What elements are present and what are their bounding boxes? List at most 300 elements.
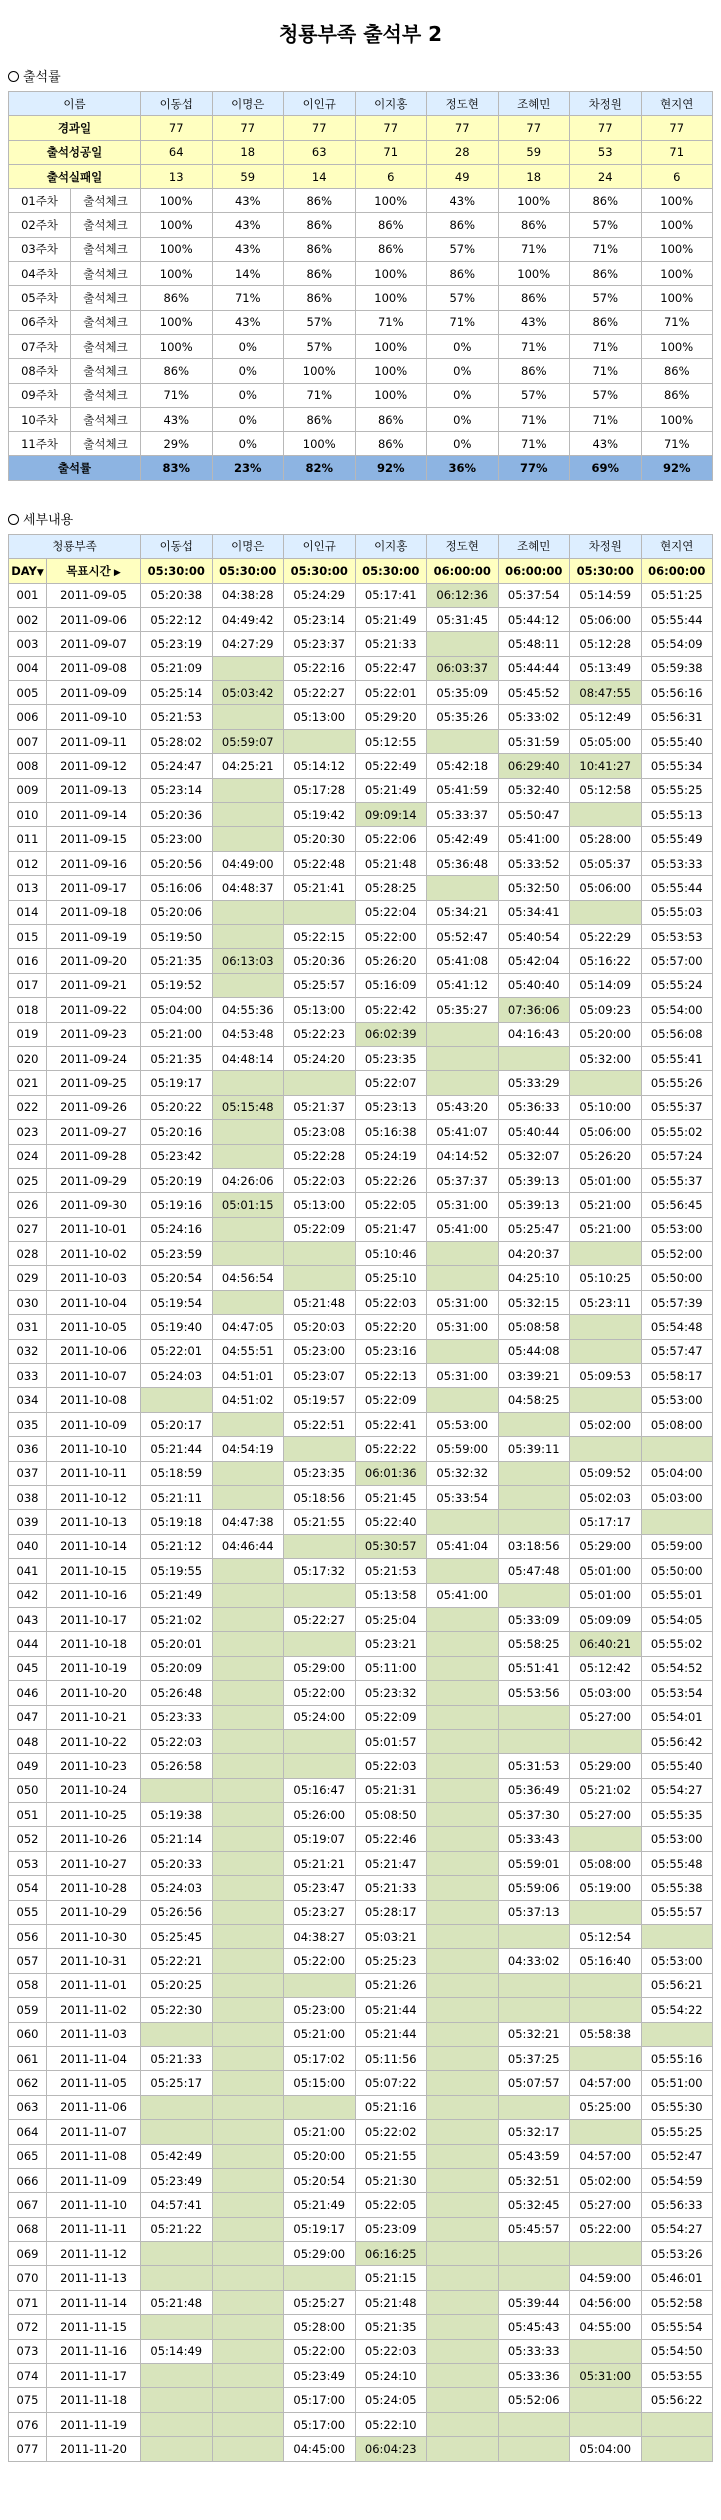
day-number: 052 bbox=[9, 1827, 47, 1851]
member-name-header: 정도현 bbox=[427, 534, 499, 558]
member-name-header: 이동섭 bbox=[141, 534, 213, 558]
week-row bbox=[9, 407, 713, 431]
check-in-time bbox=[141, 2266, 213, 2290]
week-rate: 86% bbox=[570, 262, 642, 286]
member-name-header: 이지홍 bbox=[355, 92, 427, 116]
week-label: 01주차 bbox=[9, 189, 71, 213]
check-in-time: 05:53:00 bbox=[641, 1827, 713, 1851]
day-number: 007 bbox=[9, 729, 47, 753]
check-in-time: 05:19:00 bbox=[570, 1876, 642, 1900]
check-in-time bbox=[498, 1925, 570, 1949]
tribe-header: 청룡부족 bbox=[9, 534, 141, 558]
check-in-time: 05:32:21 bbox=[498, 2022, 570, 2046]
check-in-time: 05:23:37 bbox=[284, 632, 356, 656]
date: 2011-10-12 bbox=[47, 1485, 141, 1509]
check-in-time: 05:04:00 bbox=[570, 2437, 642, 2461]
week-rate: 100% bbox=[141, 213, 213, 237]
check-in-time: 04:57:00 bbox=[570, 2071, 642, 2095]
check-in-time: 05:31:00 bbox=[427, 1315, 499, 1339]
check-in-time: 05:13:58 bbox=[355, 1583, 427, 1607]
detail-row bbox=[9, 1705, 713, 1729]
name-header: 이름 bbox=[9, 92, 141, 116]
check-in-time bbox=[498, 2412, 570, 2436]
check-in-time: 05:09:53 bbox=[570, 1364, 642, 1388]
check-in-time: 05:22:40 bbox=[355, 1510, 427, 1534]
check-in-time: 05:10:00 bbox=[570, 1095, 642, 1119]
check-in-time bbox=[498, 2095, 570, 2119]
check-in-time: 05:13:00 bbox=[284, 705, 356, 729]
week-row bbox=[9, 310, 713, 334]
detail-row bbox=[9, 729, 713, 753]
check-label: 출석체크 bbox=[71, 189, 141, 213]
check-in-time bbox=[212, 1925, 284, 1949]
check-in-time bbox=[427, 1973, 499, 1997]
day-number: 053 bbox=[9, 1851, 47, 1875]
check-in-time: 05:21:41 bbox=[284, 876, 356, 900]
check-label: 출석체크 bbox=[71, 286, 141, 310]
check-in-time: 05:58:17 bbox=[641, 1364, 713, 1388]
day-number: 029 bbox=[9, 1266, 47, 1290]
check-in-time: 05:12:55 bbox=[355, 729, 427, 753]
total-rate: 23% bbox=[212, 456, 284, 480]
detail-row bbox=[9, 1778, 713, 1802]
check-in-time: 05:23:27 bbox=[284, 1900, 356, 1924]
check-in-time bbox=[284, 1534, 356, 1558]
check-in-time bbox=[427, 2168, 499, 2192]
date: 2011-10-30 bbox=[47, 1925, 141, 1949]
check-in-time: 05:21:49 bbox=[355, 607, 427, 631]
check-in-time: 05:22:03 bbox=[355, 1754, 427, 1778]
check-in-time: 05:17:02 bbox=[284, 2046, 356, 2070]
check-in-time bbox=[212, 1485, 284, 1509]
detail-row bbox=[9, 1851, 713, 1875]
check-in-time bbox=[427, 1022, 499, 1046]
check-in-time: 05:55:41 bbox=[641, 1046, 713, 1070]
check-label: 출석체크 bbox=[71, 383, 141, 407]
check-in-time: 05:01:00 bbox=[570, 1583, 642, 1607]
check-in-time: 05:23:33 bbox=[141, 1705, 213, 1729]
week-label: 07주차 bbox=[9, 334, 71, 358]
check-in-time: 06:13:03 bbox=[212, 949, 284, 973]
check-in-time: 05:22:00 bbox=[284, 1681, 356, 1705]
target-time: 05:30:00 bbox=[141, 559, 213, 583]
week-rate: 100% bbox=[355, 189, 427, 213]
check-in-time: 05:26:20 bbox=[355, 949, 427, 973]
date: 2011-11-08 bbox=[47, 2144, 141, 2168]
day-number: 074 bbox=[9, 2364, 47, 2388]
check-in-time bbox=[212, 2120, 284, 2144]
check-in-time: 08:47:55 bbox=[570, 681, 642, 705]
member-name-header: 이인규 bbox=[284, 92, 356, 116]
week-rate: 0% bbox=[212, 359, 284, 383]
detail-row bbox=[9, 1510, 713, 1534]
check-in-time bbox=[141, 2388, 213, 2412]
date: 2011-09-28 bbox=[47, 1144, 141, 1168]
date: 2011-09-21 bbox=[47, 973, 141, 997]
day-number: 075 bbox=[9, 2388, 47, 2412]
check-in-time bbox=[427, 2022, 499, 2046]
total-row bbox=[9, 456, 713, 480]
check-in-time: 05:03:00 bbox=[570, 1681, 642, 1705]
week-rate: 14% bbox=[212, 262, 284, 286]
detail-row bbox=[9, 1168, 713, 1192]
date: 2011-10-07 bbox=[47, 1364, 141, 1388]
check-in-time bbox=[498, 1729, 570, 1753]
check-in-time: 06:04:23 bbox=[355, 2437, 427, 2461]
check-in-time: 05:21:02 bbox=[141, 1607, 213, 1631]
date: 2011-09-16 bbox=[47, 851, 141, 875]
date: 2011-10-25 bbox=[47, 1803, 141, 1827]
week-rate: 43% bbox=[141, 407, 213, 431]
check-in-time: 05:21:14 bbox=[141, 1827, 213, 1851]
date: 2011-10-21 bbox=[47, 1705, 141, 1729]
day-number: 030 bbox=[9, 1290, 47, 1314]
check-in-time: 05:28:02 bbox=[141, 729, 213, 753]
check-in-time bbox=[212, 1242, 284, 1266]
check-in-time: 05:22:30 bbox=[141, 1998, 213, 2022]
check-in-time: 05:32:07 bbox=[498, 1144, 570, 1168]
check-in-time: 05:54:50 bbox=[641, 2339, 713, 2363]
detail-row bbox=[9, 1290, 713, 1314]
check-in-time bbox=[570, 2388, 642, 2412]
check-in-time: 05:37:30 bbox=[498, 1803, 570, 1827]
week-rate: 43% bbox=[212, 213, 284, 237]
date: 2011-09-09 bbox=[47, 681, 141, 705]
check-in-time: 05:55:02 bbox=[641, 1120, 713, 1144]
detail-row bbox=[9, 2364, 713, 2388]
detail-row bbox=[9, 754, 713, 778]
day-number: 036 bbox=[9, 1437, 47, 1461]
check-in-time: 05:19:07 bbox=[284, 1827, 356, 1851]
detail-row bbox=[9, 949, 713, 973]
check-in-time bbox=[570, 1437, 642, 1461]
check-in-time: 05:53:00 bbox=[641, 1388, 713, 1412]
check-in-time: 05:41:00 bbox=[427, 1583, 499, 1607]
week-rate: 71% bbox=[498, 432, 570, 456]
check-in-time: 05:37:37 bbox=[427, 1168, 499, 1192]
check-in-time bbox=[141, 2437, 213, 2461]
check-in-time: 05:07:57 bbox=[498, 2071, 570, 2095]
date: 2011-10-20 bbox=[47, 1681, 141, 1705]
check-in-time: 03:18:56 bbox=[498, 1534, 570, 1558]
check-in-time bbox=[141, 2022, 213, 2046]
check-in-time bbox=[570, 1339, 642, 1363]
week-rate: 100% bbox=[641, 189, 713, 213]
check-in-time: 05:15:48 bbox=[212, 1095, 284, 1119]
check-in-time: 04:57:41 bbox=[141, 2193, 213, 2217]
day-number: 025 bbox=[9, 1168, 47, 1192]
day-number: 070 bbox=[9, 2266, 47, 2290]
check-in-time bbox=[284, 1729, 356, 1753]
day-number: 063 bbox=[9, 2095, 47, 2119]
day-number: 059 bbox=[9, 1998, 47, 2022]
member-name-header: 현지연 bbox=[641, 92, 713, 116]
day-sort-cell[interactable] bbox=[9, 559, 47, 583]
week-rate: 43% bbox=[498, 310, 570, 334]
check-in-time: 05:55:02 bbox=[641, 1632, 713, 1656]
check-in-time bbox=[641, 1510, 713, 1534]
check-in-time bbox=[212, 1803, 284, 1827]
total-rate: 92% bbox=[355, 456, 427, 480]
check-in-time bbox=[141, 1778, 213, 1802]
date: 2011-10-29 bbox=[47, 1900, 141, 1924]
week-rate: 71% bbox=[284, 383, 356, 407]
date: 2011-10-11 bbox=[47, 1461, 141, 1485]
check-in-time bbox=[427, 1046, 499, 1070]
date: 2011-11-16 bbox=[47, 2339, 141, 2363]
check-in-time: 05:29:00 bbox=[284, 1656, 356, 1680]
check-in-time: 05:11:00 bbox=[355, 1656, 427, 1680]
check-in-time: 05:21:00 bbox=[284, 2022, 356, 2046]
date: 2011-11-13 bbox=[47, 2266, 141, 2290]
check-in-time: 05:19:16 bbox=[141, 1193, 213, 1217]
check-in-time: 05:21:55 bbox=[284, 1510, 356, 1534]
detail-row bbox=[9, 998, 713, 1022]
check-in-time: 05:55:24 bbox=[641, 973, 713, 997]
check-in-time: 05:53:53 bbox=[641, 925, 713, 949]
check-in-time: 07:36:06 bbox=[498, 998, 570, 1022]
member-name-header: 이인규 bbox=[284, 534, 356, 558]
check-in-time: 05:43:59 bbox=[498, 2144, 570, 2168]
check-in-time: 05:32:00 bbox=[570, 1046, 642, 1070]
summary-value: 18 bbox=[212, 140, 284, 164]
check-in-time: 05:08:00 bbox=[641, 1412, 713, 1436]
section-details-label: 세부내용 bbox=[23, 512, 74, 528]
check-in-time bbox=[141, 2412, 213, 2436]
check-in-time: 05:29:00 bbox=[570, 1754, 642, 1778]
detail-row bbox=[9, 876, 713, 900]
date: 2011-11-15 bbox=[47, 2315, 141, 2339]
check-in-time bbox=[570, 2046, 642, 2070]
check-in-time: 05:28:17 bbox=[355, 1900, 427, 1924]
week-rate: 57% bbox=[427, 237, 499, 261]
day-number: 056 bbox=[9, 1925, 47, 1949]
check-in-time: 05:01:00 bbox=[570, 1168, 642, 1192]
detail-row bbox=[9, 2437, 713, 2461]
check-in-time: 05:22:21 bbox=[141, 1949, 213, 1973]
check-in-time bbox=[427, 2437, 499, 2461]
check-in-time: 05:22:03 bbox=[141, 1729, 213, 1753]
check-in-time bbox=[212, 2290, 284, 2314]
check-in-time: 05:32:50 bbox=[498, 876, 570, 900]
check-in-time bbox=[427, 1851, 499, 1875]
check-in-time: 05:20:19 bbox=[141, 1168, 213, 1192]
week-row bbox=[9, 262, 713, 286]
date: 2011-09-20 bbox=[47, 949, 141, 973]
check-in-time: 05:54:27 bbox=[641, 1778, 713, 1802]
check-in-time bbox=[212, 925, 284, 949]
check-in-time: 04:57:00 bbox=[570, 2144, 642, 2168]
detail-row bbox=[9, 1949, 713, 1973]
date: 2011-09-22 bbox=[47, 998, 141, 1022]
check-in-time bbox=[212, 2437, 284, 2461]
date: 2011-11-12 bbox=[47, 2242, 141, 2266]
check-in-time bbox=[212, 2144, 284, 2168]
check-in-time: 06:29:40 bbox=[498, 754, 570, 778]
check-in-time: 05:56:42 bbox=[641, 1729, 713, 1753]
check-in-time: 05:14:49 bbox=[141, 2339, 213, 2363]
detail-row bbox=[9, 1266, 713, 1290]
check-in-time bbox=[427, 2290, 499, 2314]
check-in-time: 05:56:21 bbox=[641, 1973, 713, 1997]
date: 2011-10-14 bbox=[47, 1534, 141, 1558]
check-in-time: 05:32:40 bbox=[498, 778, 570, 802]
date: 2011-09-07 bbox=[47, 632, 141, 656]
check-in-time: 06:01:36 bbox=[355, 1461, 427, 1485]
check-in-time bbox=[212, 2315, 284, 2339]
check-in-time bbox=[212, 1827, 284, 1851]
check-in-time bbox=[141, 1388, 213, 1412]
check-in-time: 05:19:50 bbox=[141, 925, 213, 949]
check-in-time: 05:56:08 bbox=[641, 1022, 713, 1046]
check-in-time: 05:31:59 bbox=[498, 729, 570, 753]
check-label: 출석체크 bbox=[71, 432, 141, 456]
check-in-time: 05:20:38 bbox=[141, 583, 213, 607]
date: 2011-09-14 bbox=[47, 803, 141, 827]
check-in-time: 05:25:17 bbox=[141, 2071, 213, 2095]
date: 2011-09-17 bbox=[47, 876, 141, 900]
check-in-time bbox=[641, 2437, 713, 2461]
check-in-time bbox=[427, 2364, 499, 2388]
check-in-time: 04:54:19 bbox=[212, 1437, 284, 1461]
check-in-time: 05:32:51 bbox=[498, 2168, 570, 2192]
date: 2011-10-08 bbox=[47, 1388, 141, 1412]
check-in-time: 05:22:10 bbox=[355, 2412, 427, 2436]
check-in-time: 05:19:18 bbox=[141, 1510, 213, 1534]
check-label: 출석체크 bbox=[71, 213, 141, 237]
target-time: 05:30:00 bbox=[284, 559, 356, 583]
check-in-time bbox=[212, 2412, 284, 2436]
check-in-time bbox=[570, 1242, 642, 1266]
date: 2011-11-10 bbox=[47, 2193, 141, 2217]
check-in-time: 05:22:09 bbox=[355, 1705, 427, 1729]
summary-label: 출석실패일 bbox=[9, 164, 141, 188]
summary-value: 28 bbox=[427, 140, 499, 164]
check-in-time: 05:41:04 bbox=[427, 1534, 499, 1558]
check-in-time: 05:23:13 bbox=[355, 1095, 427, 1119]
check-in-time: 05:36:33 bbox=[498, 1095, 570, 1119]
day-number: 028 bbox=[9, 1242, 47, 1266]
check-in-time: 05:26:48 bbox=[141, 1681, 213, 1705]
check-in-time: 05:55:54 bbox=[641, 2315, 713, 2339]
check-in-time bbox=[427, 1632, 499, 1656]
detail-row bbox=[9, 1022, 713, 1046]
week-rate: 43% bbox=[212, 237, 284, 261]
check-in-time: 04:26:06 bbox=[212, 1168, 284, 1192]
check-in-time: 05:04:00 bbox=[641, 1461, 713, 1485]
summary-value: 71 bbox=[641, 140, 713, 164]
date: 2011-10-22 bbox=[47, 1729, 141, 1753]
check-in-time: 05:17:32 bbox=[284, 1559, 356, 1583]
week-rate: 100% bbox=[355, 286, 427, 310]
check-in-time: 05:08:00 bbox=[570, 1851, 642, 1875]
member-name-header: 차정원 bbox=[570, 534, 642, 558]
week-rate: 57% bbox=[570, 213, 642, 237]
check-in-time: 05:16:38 bbox=[355, 1120, 427, 1144]
check-in-time bbox=[570, 2242, 642, 2266]
total-rate: 82% bbox=[284, 456, 356, 480]
day-number: 048 bbox=[9, 1729, 47, 1753]
date: 2011-10-02 bbox=[47, 1242, 141, 1266]
check-in-time: 05:25:04 bbox=[355, 1607, 427, 1631]
check-in-time: 05:08:50 bbox=[355, 1803, 427, 1827]
check-in-time bbox=[284, 1266, 356, 1290]
check-in-time: 05:21:30 bbox=[355, 2168, 427, 2192]
target-time: 05:30:00 bbox=[212, 559, 284, 583]
detail-row bbox=[9, 1120, 713, 1144]
week-label: 08주차 bbox=[9, 359, 71, 383]
check-in-time: 05:52:00 bbox=[641, 1242, 713, 1266]
check-in-time bbox=[141, 2315, 213, 2339]
detail-row bbox=[9, 973, 713, 997]
check-in-time bbox=[498, 1973, 570, 1997]
day-number: 067 bbox=[9, 2193, 47, 2217]
week-rate: 57% bbox=[498, 383, 570, 407]
day-number: 020 bbox=[9, 1046, 47, 1070]
day-number: 071 bbox=[9, 2290, 47, 2314]
date: 2011-10-13 bbox=[47, 1510, 141, 1534]
check-in-time: 04:56:54 bbox=[212, 1266, 284, 1290]
check-in-time: 05:23:47 bbox=[284, 1876, 356, 1900]
check-in-time: 05:20:22 bbox=[141, 1095, 213, 1119]
summary-label: 출석성공일 bbox=[9, 140, 141, 164]
check-in-time: 05:17:00 bbox=[284, 2412, 356, 2436]
check-in-time: 05:22:26 bbox=[355, 1168, 427, 1192]
check-in-time bbox=[212, 973, 284, 997]
target-time: 06:00:00 bbox=[641, 559, 713, 583]
check-in-time bbox=[498, 1998, 570, 2022]
summary-row bbox=[9, 164, 713, 188]
check-in-time: 05:57:00 bbox=[641, 949, 713, 973]
week-row bbox=[9, 334, 713, 358]
date: 2011-09-08 bbox=[47, 656, 141, 680]
check-in-time bbox=[141, 2095, 213, 2119]
week-rate: 100% bbox=[355, 262, 427, 286]
week-rate: 86% bbox=[570, 189, 642, 213]
check-in-time: 05:39:11 bbox=[498, 1437, 570, 1461]
check-in-time: 05:23:19 bbox=[141, 632, 213, 656]
check-in-time: 05:26:00 bbox=[284, 1803, 356, 1827]
check-in-time bbox=[284, 900, 356, 924]
check-in-time: 05:19:52 bbox=[141, 973, 213, 997]
check-in-time: 04:14:52 bbox=[427, 1144, 499, 1168]
check-in-time: 05:45:43 bbox=[498, 2315, 570, 2339]
detail-row bbox=[9, 1534, 713, 1558]
day-number: 043 bbox=[9, 1607, 47, 1631]
check-in-time: 05:25:10 bbox=[355, 1266, 427, 1290]
day-number: 012 bbox=[9, 851, 47, 875]
week-rate: 43% bbox=[212, 310, 284, 334]
check-in-time: 05:34:41 bbox=[498, 900, 570, 924]
check-in-time: 05:42:04 bbox=[498, 949, 570, 973]
week-rate: 100% bbox=[355, 334, 427, 358]
check-in-time: 05:22:02 bbox=[355, 2120, 427, 2144]
check-in-time bbox=[212, 1754, 284, 1778]
week-rate: 0% bbox=[427, 334, 499, 358]
check-in-time bbox=[427, 1510, 499, 1534]
check-in-time: 05:27:00 bbox=[570, 2193, 642, 2217]
check-in-time: 05:27:00 bbox=[570, 1705, 642, 1729]
check-in-time: 05:04:00 bbox=[141, 998, 213, 1022]
check-in-time bbox=[212, 1778, 284, 1802]
date: 2011-11-19 bbox=[47, 2412, 141, 2436]
check-in-time: 05:23:49 bbox=[284, 2364, 356, 2388]
check-in-time: 05:54:01 bbox=[641, 1705, 713, 1729]
check-in-time: 05:52:58 bbox=[641, 2290, 713, 2314]
week-rate: 100% bbox=[641, 334, 713, 358]
check-in-time: 05:06:00 bbox=[570, 607, 642, 631]
check-in-time: 05:42:49 bbox=[427, 827, 499, 851]
